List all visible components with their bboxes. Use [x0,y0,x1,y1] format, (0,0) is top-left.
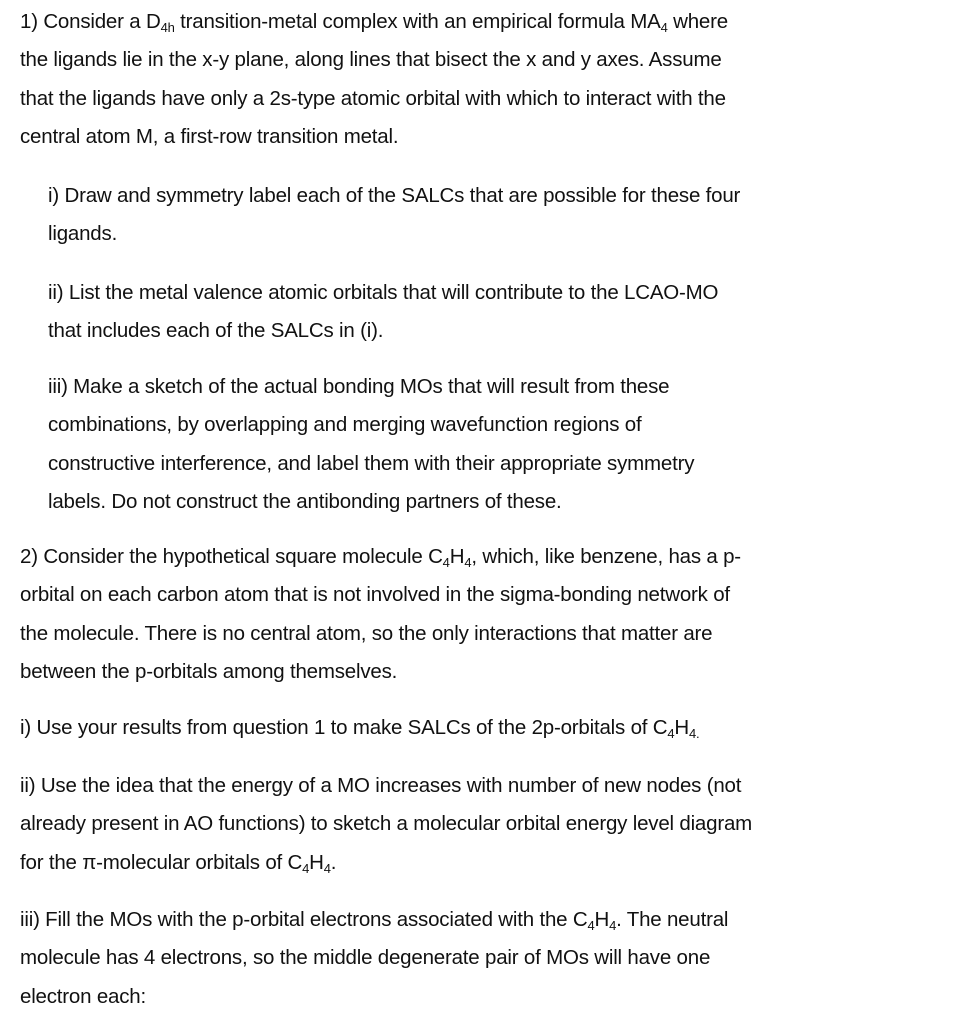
text-line [20,3,728,41]
text-run: the molecule. There is no central atom, so the only interactions that matter are [20,621,713,645]
text-run: combinations, by overlapping and merging wavefunction regions of [48,413,642,437]
text-run: H [674,716,690,739]
subscript: 4. [689,726,700,741]
text-run: labels. Do not construct the antibonding partners of these. [48,489,562,513]
text-line [20,844,336,882]
text-run: , which, like benzene, has a p- [471,545,741,568]
text-run: constructive interference, and label them with their appropriate symmetry [48,451,695,475]
text-run: central atom M, a first-row transition metal. [20,124,399,148]
text-run: where [667,10,728,33]
text-run: that the ligands have only a 2s-type atomic orbital with which to interact with the [20,86,726,110]
text-line [20,939,710,977]
text-line [20,805,752,843]
text-run: ii) Use the idea that the energy of a MO increases with number of new nodes (not [20,774,742,797]
text-run: H [309,850,324,874]
text-run: already present in AO functions) to sketch a molecular orbital energy level diagram [20,812,753,836]
subscript: 4 [442,555,450,570]
text-line [20,118,398,156]
text-line [20,978,146,1016]
text-run: ligands. [48,222,118,246]
text-line [20,901,728,939]
text-run: 2) Consider the hypothetical square molecule C [20,545,443,568]
subscript: 4 [323,860,331,876]
subscript: 4 [464,555,472,570]
subscript: 4 [609,918,617,933]
text-line [20,767,741,805]
text-line [48,177,740,215]
text-line [20,576,730,614]
text-line [20,653,397,691]
text-run: between the p-orbitals among themselves. [20,659,398,683]
text-line [20,615,712,653]
text-line [20,538,741,576]
subscript: 4 [667,726,675,741]
text-run: . [330,850,337,874]
text-line [48,368,669,406]
subscript: 4 [587,918,595,933]
text-run: H [449,545,465,568]
text-line [48,445,694,483]
text-line [48,215,117,253]
text-run: . The neutral [616,908,729,931]
text-run: the ligands lie in the x-y plane, along lines that bisect the x and y axes. Assume [20,48,722,72]
text-line [48,483,562,521]
text-line [48,312,383,350]
text-run: i) Use your results from question 1 to make SALCs of the 2p-orbitals of C [20,716,668,739]
text-line [20,41,722,79]
text-run: ii) List the metal valence atomic orbitals that will contribute to the LCAO-MO [48,281,719,304]
text-run: iii) Fill the MOs with the p-orbital electrons associated with the C [20,908,588,931]
text-line [48,406,641,444]
text-line [20,80,726,118]
text-run: 1) Consider a D [20,10,161,33]
text-line [20,709,699,747]
text-run: for the π-molecular orbitals of C [20,850,303,874]
text-line [48,274,718,312]
subscript: 4 [660,20,668,35]
text-run: electron each: [20,984,146,1008]
text-run: that includes each of the SALCs in (i). [48,319,384,343]
text-run: iii) Make a sketch of the actual bonding MOs that will result from these [48,375,670,398]
text-run: transition-metal complex with an empirical formula MA [174,10,661,33]
text-run: H [594,908,610,931]
subscript: 4 [302,860,310,876]
text-run: orbital on each carbon atom that is not involved in the sigma-bonding network of [20,583,730,607]
text-run: molecule has 4 electrons, so the middle degenerate pair of MOs will have one [20,946,711,970]
text-run: i) Draw and symmetry label each of the SALCs that are possible for these four [48,184,741,207]
subscript: 4h [160,20,175,35]
